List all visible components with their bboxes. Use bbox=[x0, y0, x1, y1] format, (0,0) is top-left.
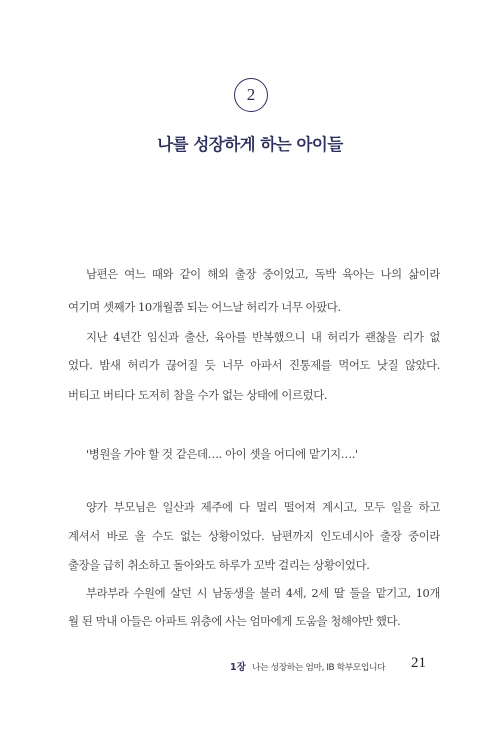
page-title: 나를 성장하게 하는 아이들 bbox=[157, 135, 343, 154]
footer-book-title: 나는 성장하는 엄마, IB 학부모입니다 bbox=[252, 663, 386, 673]
paragraph-4-line-2: 계셔서 바로 올 수도 없는 상황이었다. 남편까지 인도네시아 출장 중이라 bbox=[68, 529, 440, 543]
paragraph-1-line-1: 남편은 여느 때와 같이 해외 출장 중이었고, 독박 육아는 나의 삶이라 bbox=[86, 267, 440, 281]
quote-line: '병원을 가야 할 것 같은데…. 아이 셋을 어디에 맡기지….' bbox=[86, 447, 358, 461]
paragraph-2-line-2: 었다. 밤새 허리가 끊어질 듯 너무 아파서 진통제를 먹어도 낫질 않았다. bbox=[68, 358, 440, 372]
paragraph-2-line-3: 버티고 버티다 도저히 참을 수가 없는 상태에 이르렀다. bbox=[68, 388, 328, 402]
paragraph-2-line-1: 지난 4년간 임신과 출산, 육아를 반복했으니 내 허리가 괜찮을 리가 없 bbox=[86, 330, 440, 344]
paragraph-4-line-3: 출장을 급히 취소하고 돌아와도 하루가 꼬박 걸리는 상황이었다. bbox=[68, 558, 370, 572]
paragraph-1-line-2: 여기며 셋째가 10개월쯤 되는 어느날 허리가 너무 아팠다. bbox=[68, 300, 341, 314]
paragraph-5-line-2: 월 된 막내 아들은 아파트 위층에 사는 엄마에게 도움을 청해야만 했다. bbox=[68, 614, 401, 628]
page-number: 21 bbox=[411, 655, 426, 671]
chapter-number-badge bbox=[234, 78, 268, 112]
chapter-number: 2 bbox=[246, 85, 256, 104]
paragraph-4-line-1: 양가 부모님은 일산과 제주에 다 멀리 떨어져 계시고, 모두 일을 하고 bbox=[86, 500, 440, 514]
paragraph-5-line-1: 부라부라 수원에 살던 시 남동생을 불러 4세, 2세 딸 둘을 맡기고, 10개 bbox=[86, 586, 440, 600]
footer-chapter-label: 1장 bbox=[230, 662, 246, 673]
